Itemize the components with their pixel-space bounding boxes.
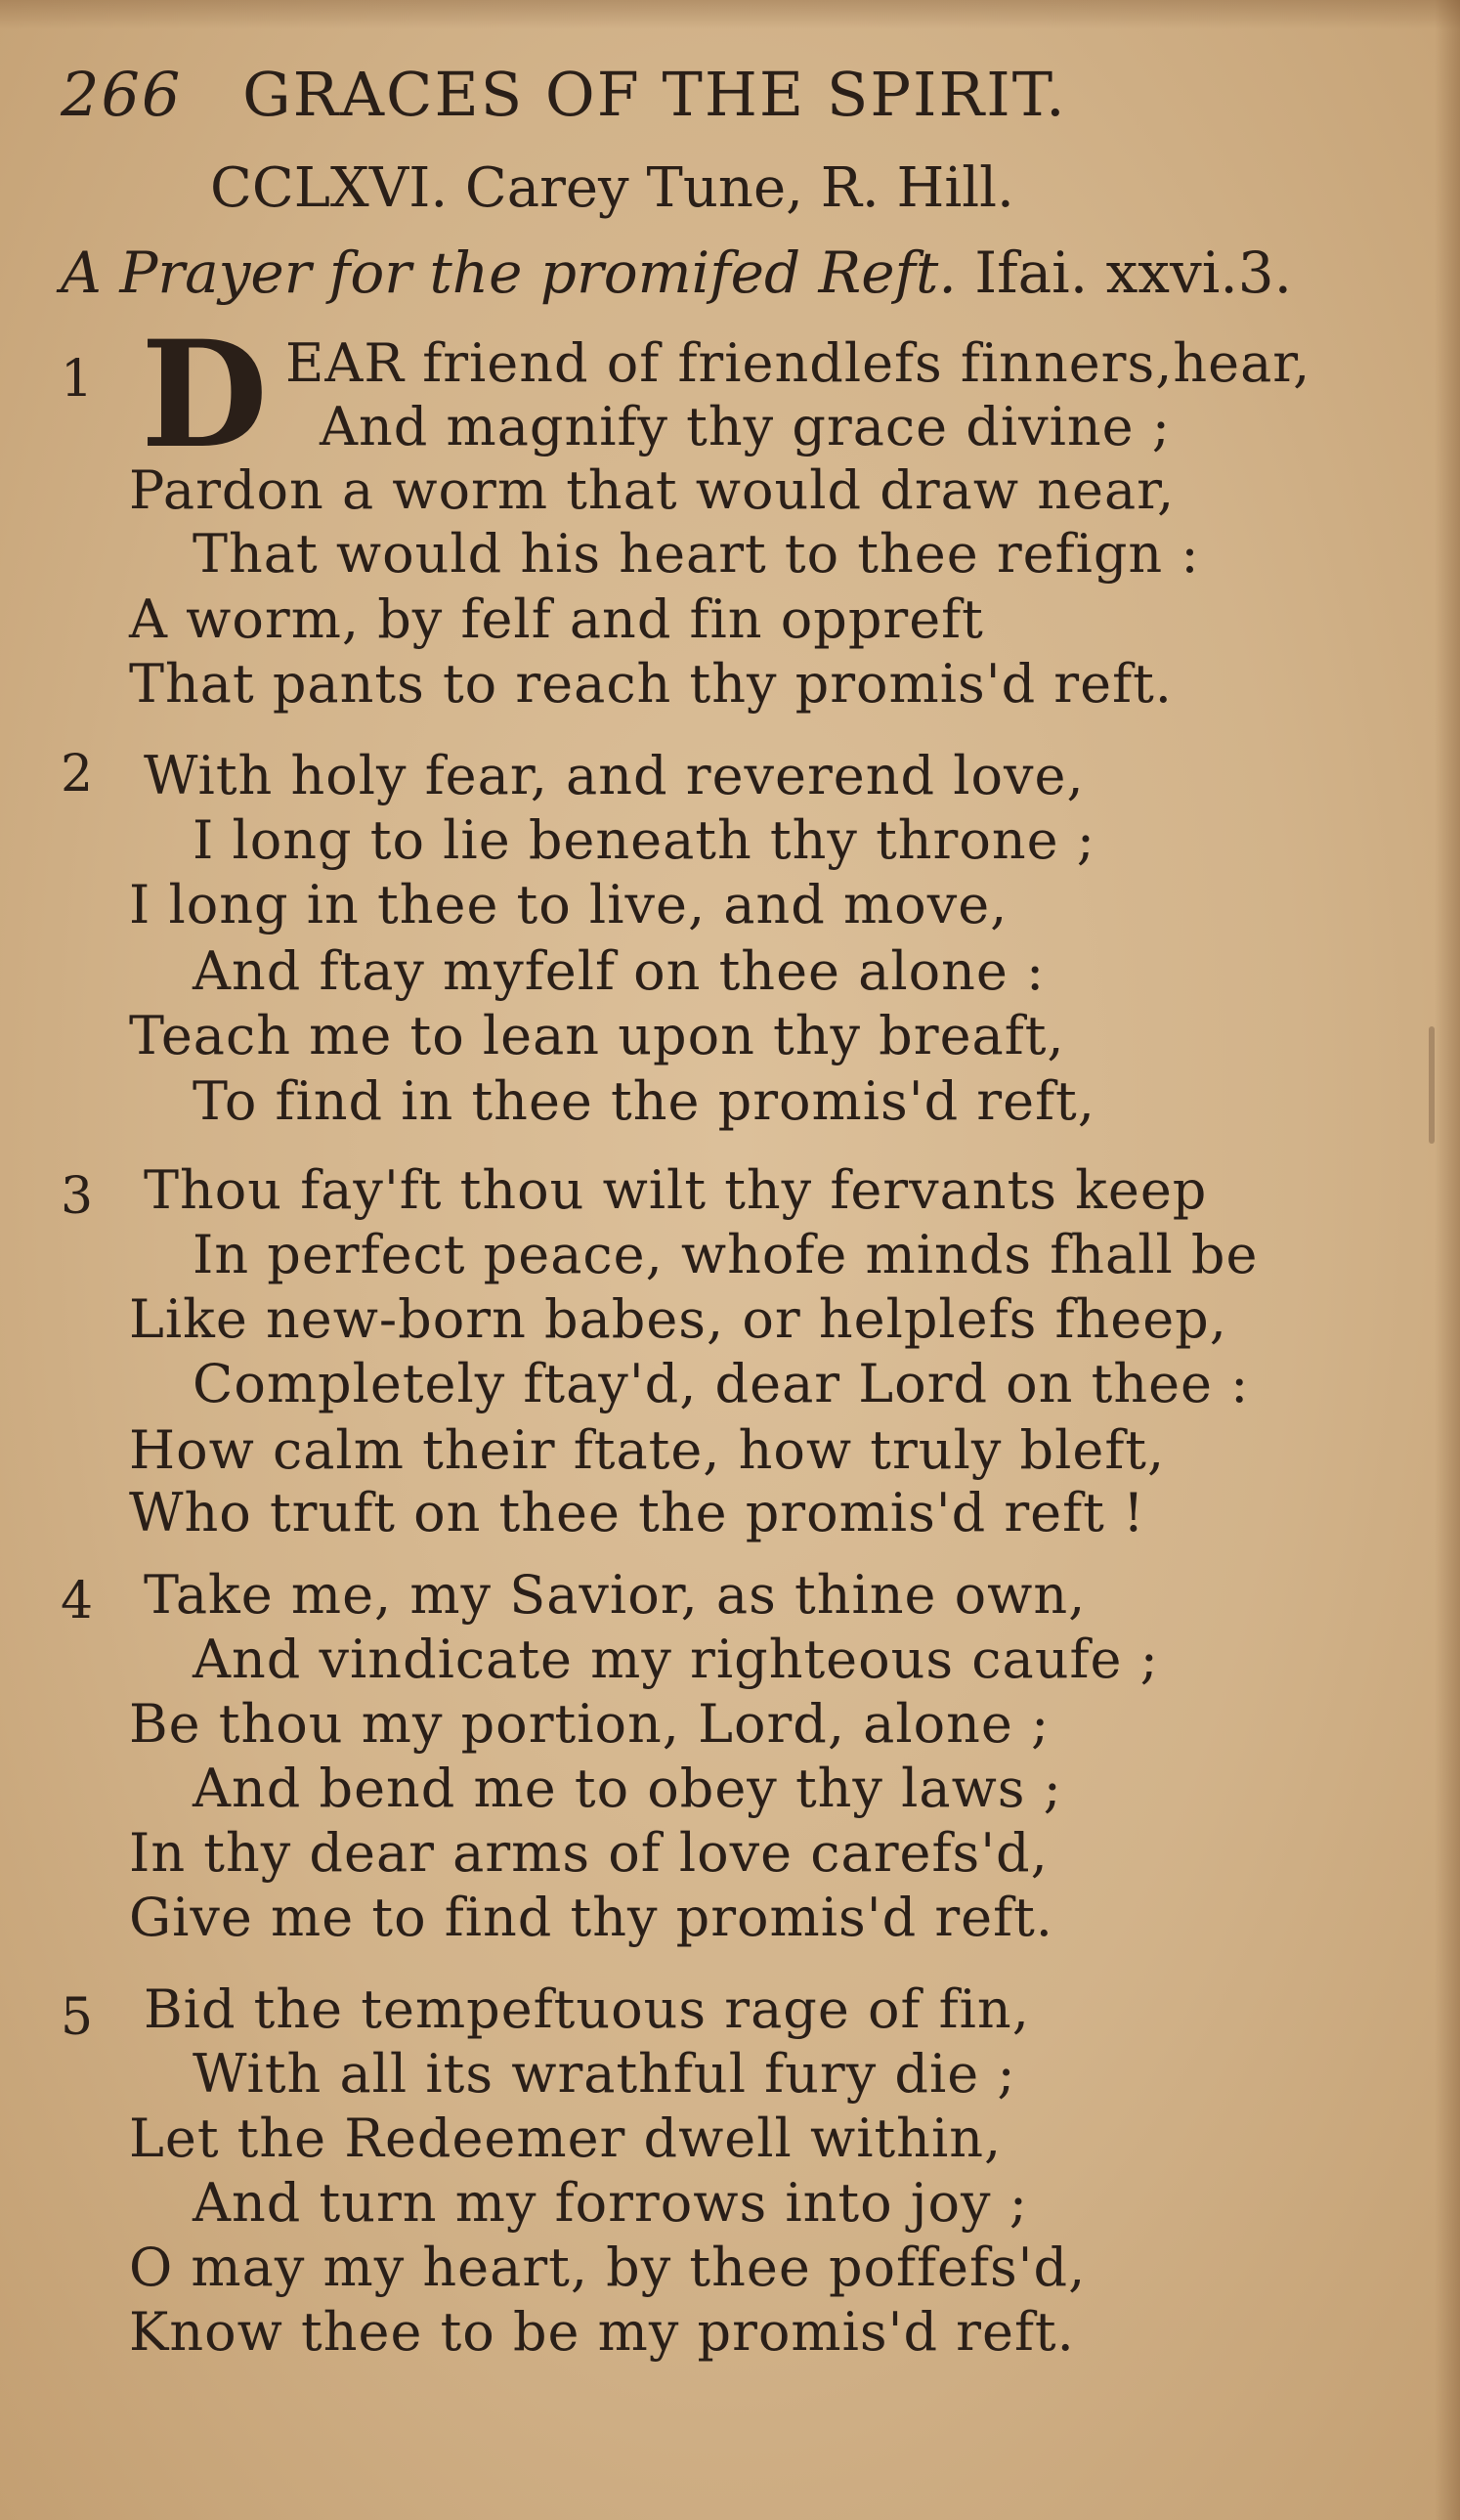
verse-line: In thy dear arms of love carefs'd, xyxy=(129,1822,1049,1884)
verse-line: Know thee to be my promis'd reft. xyxy=(129,2301,1075,2363)
verse-line: With all its wrathful fury die ; xyxy=(193,2043,1016,2105)
verse-line: In perfect peace, whofe minds fhall be xyxy=(193,1224,1259,1285)
verse-line: Take me, my Savior, as thine own, xyxy=(144,1564,1087,1626)
running-title: GRACES OF THE SPIRIT. xyxy=(242,59,1067,130)
verse-number: 5 xyxy=(61,1988,94,2047)
verse-line: And ftay myfelf on thee alone : xyxy=(193,940,1046,1002)
verse-line: How calm their ftate, how truly bleft, xyxy=(129,1419,1166,1481)
verse-line: Like new-born babes, or helplefs fheep, xyxy=(129,1288,1227,1350)
hymn-title: CCLXVI. Carey Tune, R. Hill. xyxy=(210,156,1014,220)
running-header xyxy=(61,59,1087,130)
page-edge-shadow-top xyxy=(0,0,1460,29)
verse-line: I long to lie beneath thy throne ; xyxy=(193,809,1095,871)
verse-number: 1 xyxy=(61,350,94,409)
verse-line: To find in thee the promis'd reft, xyxy=(193,1070,1095,1132)
verse-line: With holy fear, and reverend love, xyxy=(144,745,1085,806)
verse-line: Bid the tempeftuous rage of fin, xyxy=(144,1978,1030,2040)
verse-line: Teach me to lean upon thy breaft, xyxy=(129,1005,1065,1066)
page-number: 266 xyxy=(61,59,183,130)
verse-line: EAR friend of friendlefs finners,hear, xyxy=(285,332,1311,394)
ink-smudge xyxy=(1429,1026,1435,1144)
verse-number: 2 xyxy=(61,745,94,804)
verse-line: That pants to reach thy promis'd reft. xyxy=(129,653,1173,715)
scripture-reference: Ifai. xxvi.3. xyxy=(974,239,1293,306)
verse-line: And bend me to obey thy laws ; xyxy=(193,1758,1062,1819)
verse-line: Give me to find thy promis'd reft. xyxy=(129,1887,1053,1948)
verse-line: That would his heart to thee refign : xyxy=(193,523,1200,585)
verse-line: Let the Redeemer dwell within, xyxy=(129,2107,1003,2169)
verse-line: And magnify thy grace divine ; xyxy=(320,396,1171,457)
verse-line: Be thou my portion, Lord, alone ; xyxy=(129,1693,1051,1755)
subtitle-italic: A Prayer for the promifed Reft. xyxy=(61,239,957,306)
verse-line: A worm, by felf and fin oppreft xyxy=(129,588,984,650)
verse-line: Completely ftay'd, dear Lord on thee : xyxy=(193,1353,1250,1414)
verse-line: Who truft on thee the promis'd reft ! xyxy=(129,1482,1145,1543)
drop-cap: D xyxy=(141,309,269,481)
verse-line: Thou fay'ft thou wilt thy fervants keep xyxy=(144,1159,1208,1221)
verse-number: 3 xyxy=(61,1167,94,1226)
verse-line: I long in thee to live, and move, xyxy=(129,874,1009,935)
verse-line: Pardon a worm that would draw near, xyxy=(129,459,1176,521)
page-edge-shadow-right xyxy=(1435,0,1460,2520)
verse-line: And turn my forrows into joy ; xyxy=(193,2172,1028,2234)
verse-line: O may my heart, by thee poffefs'd, xyxy=(129,2237,1087,2298)
verse-line: And vindicate my righteous caufe ; xyxy=(193,1629,1159,1690)
hymn-subtitle xyxy=(61,239,1292,306)
verse-number: 4 xyxy=(61,1572,94,1630)
